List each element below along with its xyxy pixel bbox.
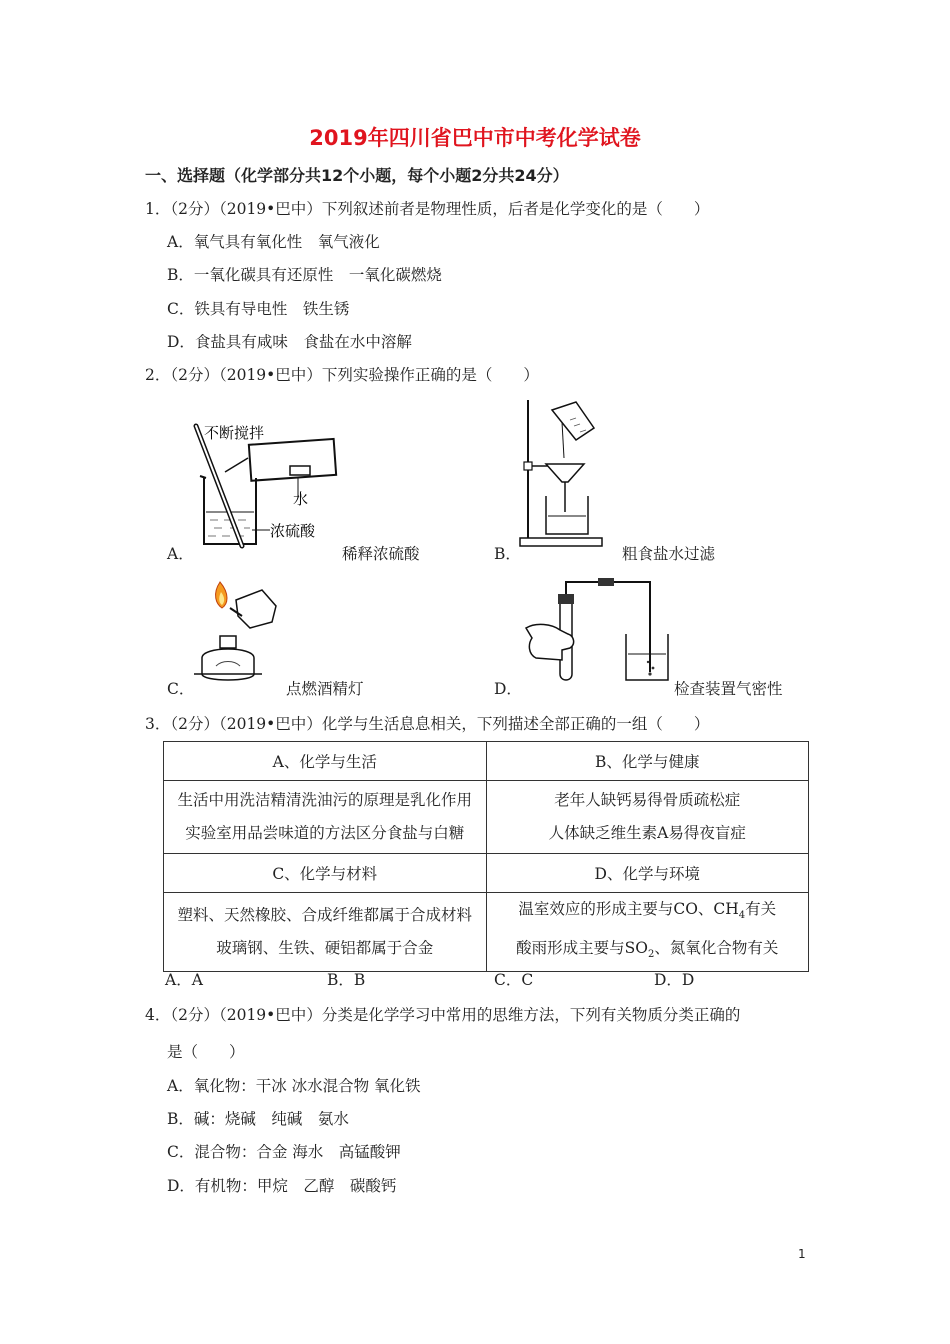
question-4-option-c[interactable]: C．混合物：合金 海水 高锰酸钾 bbox=[167, 1143, 401, 1161]
question-3-answer-a[interactable]: A．A bbox=[165, 971, 203, 989]
cell-d-line-1: 温室效应的形成主要与CO、$CH_4$有关 bbox=[518, 900, 777, 922]
airtightness-figure bbox=[522, 574, 670, 686]
cell-a-head: A、化学与生活 bbox=[164, 742, 487, 781]
dilute-acid-figure bbox=[190, 420, 350, 552]
cell-d-body bbox=[486, 893, 809, 972]
question-4-option-a[interactable]: A．氧化物：干冰 冰水混合物 氧化铁 bbox=[167, 1077, 421, 1095]
label-acid: 浓硫酸 bbox=[270, 522, 316, 540]
option-b-letter[interactable]: B． bbox=[494, 545, 521, 563]
option-a-caption: 稀释浓硫酸 bbox=[342, 545, 420, 563]
cell-c-head: C、化学与材料 bbox=[164, 854, 487, 893]
cell-d-line-2: 酸雨形成主要与$SO_2$、氮氧化合物有关 bbox=[516, 939, 779, 961]
cell-a-body bbox=[164, 781, 487, 854]
section-heading: 一、选择题（化学部分共12个小题，每个小题2分共24分） bbox=[145, 166, 569, 185]
option-b-caption: 粗食盐水过滤 bbox=[622, 545, 716, 563]
question-3-answer-c[interactable]: C．C bbox=[494, 971, 534, 989]
question-3-answer-d[interactable]: D．D bbox=[654, 971, 695, 989]
question-4-stem-line-1: 4．（2分）（2019•巴中）分类是化学学习中常用的思维方法，下列有关物质分类正确的 bbox=[145, 1006, 741, 1024]
option-d-letter[interactable]: D． bbox=[494, 680, 522, 698]
cell-a-line-1: 生活中用洗洁精清洗油污的原理是乳化作用 bbox=[177, 791, 472, 809]
cell-c-body bbox=[164, 893, 487, 972]
question-4-stem-line-2: 是（ ） bbox=[167, 1043, 245, 1061]
cell-a-line-2: 实验室用品尝味道的方法区分食盐与白糖 bbox=[185, 824, 465, 842]
option-c-letter[interactable]: C． bbox=[167, 680, 195, 698]
label-stir: 不断搅拌 bbox=[204, 424, 265, 442]
cell-d-head: D、化学与环境 bbox=[486, 854, 809, 893]
question-1-option-c[interactable]: C．铁具有导电性 铁生锈 bbox=[167, 300, 350, 318]
cell-b-line-2: 人体缺乏维生素A易得夜盲症 bbox=[548, 824, 746, 842]
question-4-option-b[interactable]: B．碱：烧碱 纯碱 氨水 bbox=[167, 1110, 349, 1128]
page-title: 2019年四川省巴中市中考化学试卷 bbox=[309, 126, 641, 150]
question-3-answer-b[interactable]: B．B bbox=[327, 971, 366, 989]
question-3-stem: 3．（2分）（2019•巴中）化学与生活息息相关，下列描述全部正确的一组（ ） bbox=[145, 715, 710, 733]
question-1-stem: 1．（2分）（2019•巴中）下列叙述前者是物理性质，后者是化学变化的是（ ） bbox=[145, 200, 710, 218]
option-d-caption: 检查装置气密性 bbox=[674, 680, 783, 698]
filtration-figure bbox=[518, 398, 614, 548]
cell-c-line-2: 玻璃钢、生铁、硬铝都属于合金 bbox=[216, 939, 434, 958]
question-3-table bbox=[163, 741, 809, 972]
cell-b-head: B、化学与健康 bbox=[486, 742, 809, 781]
option-c-caption: 点燃酒精灯 bbox=[286, 680, 364, 698]
cell-b-line-1: 老年人缺钙易得骨质疏松症 bbox=[554, 791, 741, 809]
cell-c-line-1: 塑料、天然橡胶、合成纤维都属于合成材料 bbox=[177, 906, 472, 925]
question-1-option-d[interactable]: D．食盐具有咸味 食盐在水中溶解 bbox=[167, 333, 412, 351]
page-number: 1 bbox=[798, 1247, 806, 1261]
question-4-option-d[interactable]: D．有机物：甲烷 乙醇 碳酸钙 bbox=[167, 1177, 397, 1195]
question-1-option-a[interactable]: A．氧气具有氧化性 氧气液化 bbox=[167, 233, 380, 251]
cell-b-body bbox=[486, 781, 809, 854]
alcohol-lamp-figure bbox=[192, 578, 284, 686]
label-water: 水 bbox=[293, 490, 309, 508]
question-2-stem: 2．（2分）（2019•巴中）下列实验操作正确的是（ ） bbox=[145, 366, 539, 384]
question-1-option-b[interactable]: B．一氧化碳具有还原性 一氧化碳燃烧 bbox=[167, 266, 442, 284]
option-a-letter[interactable]: A． bbox=[167, 545, 194, 563]
